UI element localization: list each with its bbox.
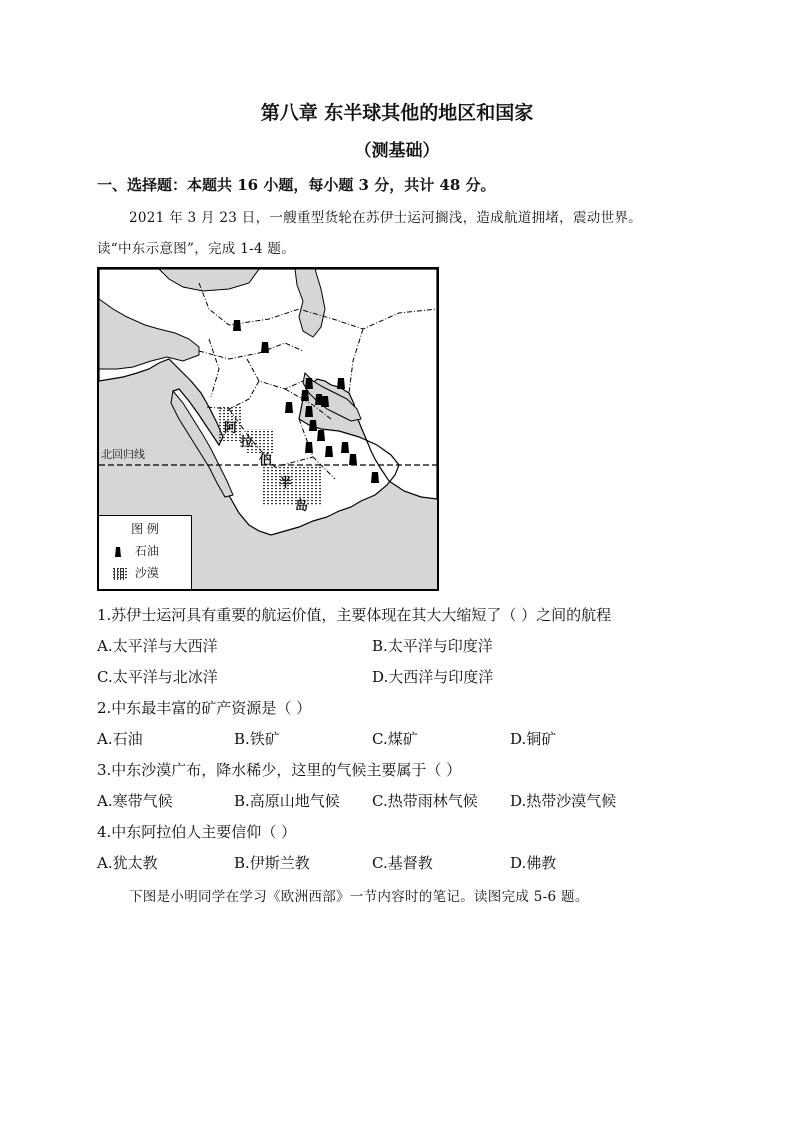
oil-marker-icon: [305, 442, 313, 453]
legend-desert-label: 沙漠: [134, 566, 159, 580]
question-2-option-b[interactable]: B.铁矿: [234, 730, 280, 748]
page-subtitle: （测基础）: [354, 141, 440, 161]
oil-marker-icon: [301, 390, 309, 401]
question-3-stem: 3.中东沙漠广布，降水稀少，这里的气候主要属于（ ）: [97, 761, 462, 779]
tropic-label: 北回归线: [101, 448, 145, 461]
oil-marker-icon: [261, 342, 269, 353]
question-4-option-d[interactable]: D.佛教: [510, 854, 557, 872]
page-title: 第八章 东半球其他的地区和国家: [260, 102, 534, 124]
question-4-option-b[interactable]: B.伊斯兰教: [234, 854, 310, 872]
legend-oil-label: 石油: [134, 544, 159, 558]
middle-east-map: [97, 267, 439, 591]
question-1-option-c[interactable]: C.太平洋与北冰洋: [97, 668, 218, 686]
question-1-option-a[interactable]: A.太平洋与大西洋: [97, 637, 218, 655]
peninsula-char-5: 岛: [295, 499, 309, 514]
next-section-intro: 下图是小明同学在学习《欧洲西部》一节内容时的笔记。读图完成 5-6 题。: [129, 889, 589, 905]
peninsula-char-3: 伯: [259, 453, 273, 468]
oil-marker-icon: [371, 472, 379, 483]
question-2-stem: 2.中东最丰富的矿产资源是（ ）: [97, 699, 312, 717]
map-legend: [99, 515, 192, 589]
question-2-option-a[interactable]: A.石油: [97, 730, 143, 748]
oil-marker-icon: [285, 402, 293, 413]
oil-marker-icon: [305, 378, 313, 389]
oil-marker-icon: [305, 406, 313, 417]
oil-marker-icon: [337, 378, 345, 389]
question-3-option-b[interactable]: B.高原山地气候: [234, 792, 340, 810]
peninsula-char-1: 阿: [224, 421, 238, 436]
oil-icon: [113, 546, 123, 557]
question-3-option-c[interactable]: C.热带雨林气候: [372, 792, 478, 810]
question-1-option-b[interactable]: B.太平洋与印度洋: [372, 637, 493, 655]
desert-icon: [113, 568, 127, 580]
question-1-option-d[interactable]: D.大西洋与印度洋: [372, 668, 494, 686]
question-3-option-a[interactable]: A.寒带气候: [97, 792, 173, 810]
question-4-option-c[interactable]: C.基督教: [372, 854, 433, 872]
peninsula-char-4: 半: [279, 476, 293, 491]
question-2-option-d[interactable]: D.铜矿: [510, 730, 557, 748]
question-1-stem: 1.苏伊士运河具有重要的航运价值，主要体现在其大大缩短了（ ）之间的航程: [97, 606, 612, 624]
legend-oil-row: [113, 542, 159, 559]
oil-marker-icon: [341, 442, 349, 453]
oil-marker-icon: [321, 396, 329, 407]
oil-marker-icon: [325, 446, 333, 457]
section-heading: 一、选择题：本题共 16 小题，每小题 3 分，共计 48 分。: [97, 176, 496, 194]
peninsula-char-2: 拉: [240, 435, 254, 450]
intro-line-1: 2021 年 3 月 23 日，一艘重型货轮在苏伊士运河搁浅，造成航道拥堵，震动世界。: [129, 210, 642, 226]
question-4-stem: 4.中东阿拉伯人主要信仰（ ）: [97, 823, 297, 841]
intro-line-2: 读“中东示意图”，完成 1-4 题。: [97, 241, 296, 257]
question-2-option-c[interactable]: C.煤矿: [372, 730, 418, 748]
oil-marker-icon: [309, 420, 317, 431]
oil-marker-icon: [349, 454, 357, 465]
oil-marker-icon: [233, 320, 241, 331]
oil-marker-icon: [317, 430, 325, 441]
question-3-option-d[interactable]: D.热带沙漠气候: [510, 792, 617, 810]
legend-title: 图 例: [131, 522, 159, 536]
question-4-option-a[interactable]: A.犹太教: [97, 854, 158, 872]
legend-desert-row: [113, 564, 159, 581]
